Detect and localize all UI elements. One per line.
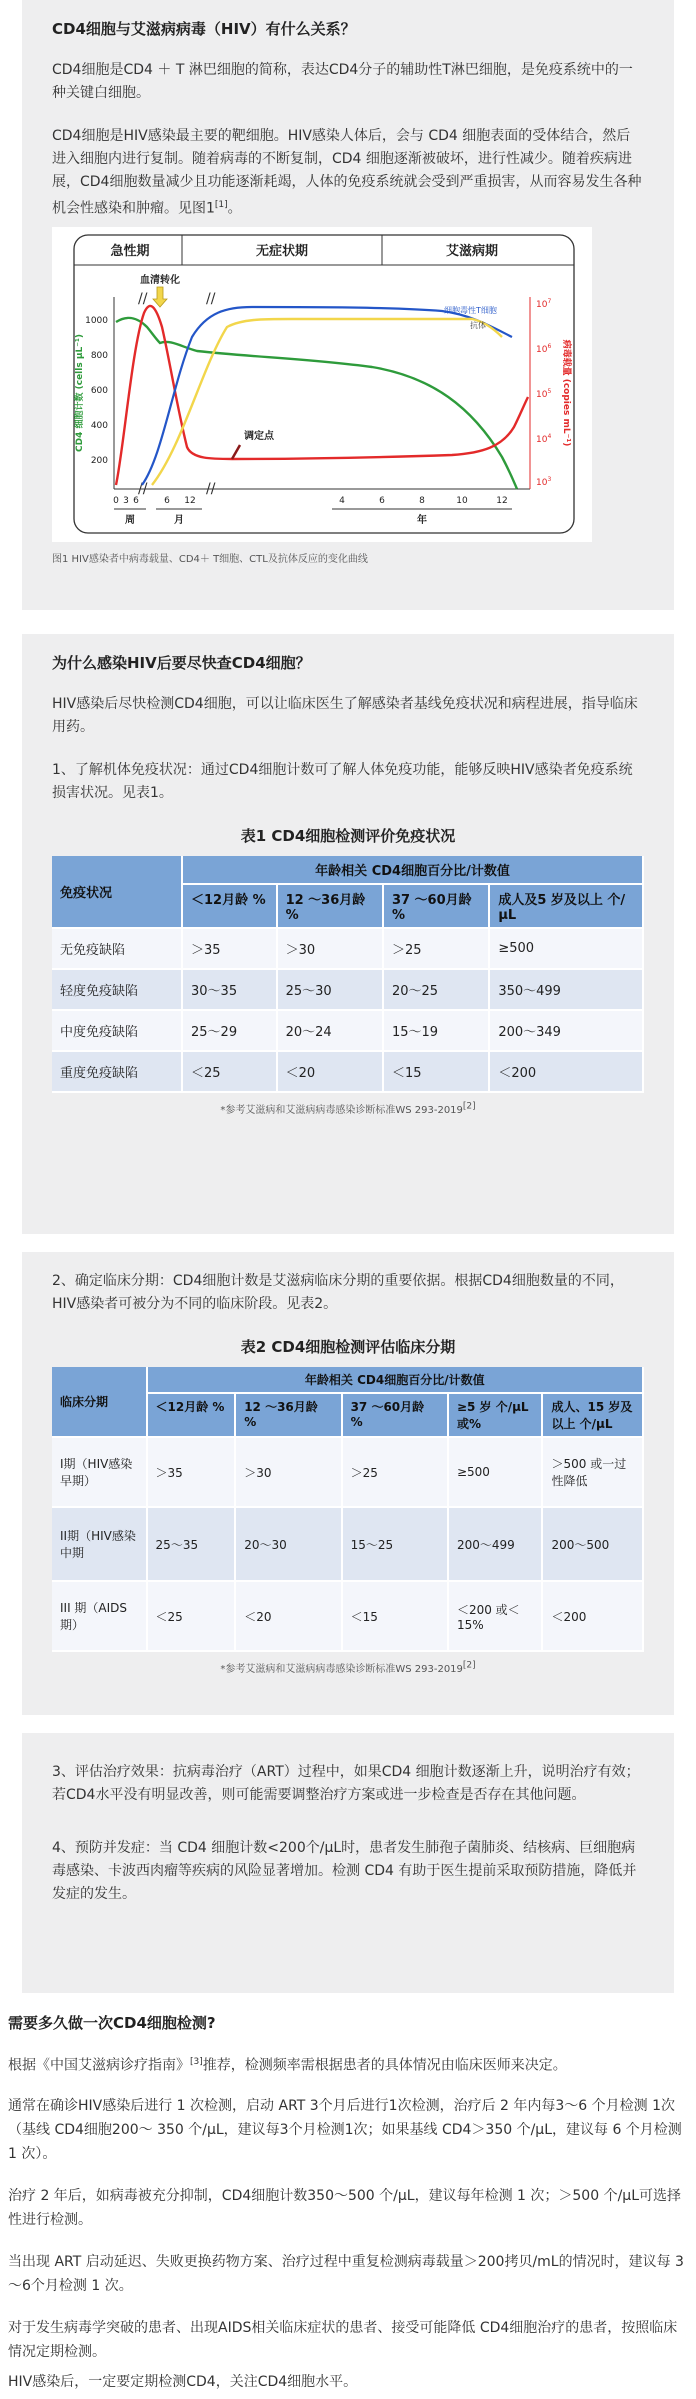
paragraph: 通常在确诊HIV感染后进行 1 次检测，启动 ART 3个月后进行1次检测，治疗后 2 年内每3～6 个月检测 1次（基线 CD4细胞200～ 350 个/μL，建议每3个月检测1次；如果基线 CD4＞350 个/μL，建议每 6 个月检测 1 次）。 (8, 2098, 682, 2162)
right-axis-label: 病毒载量 (copies mL⁻¹) (561, 339, 571, 447)
paragraph-end: 。 (227, 200, 242, 217)
left-tick-label: 400 (90, 420, 108, 431)
paragraph: 4、预防并发症：当 CD4 细胞计数<200个/μL时，患者发生肺孢子菌肺炎、结核病、巨细胞病毒感染、卡波西肉瘤等疾病的风险显著增加。检测 CD4 有助于医生提前采取预防措施，降低并发症的发生。 (52, 1840, 637, 1902)
table-header: 37 ～60月龄 % (342, 1393, 448, 1437)
right-tick-label: $10^7$ (536, 297, 552, 310)
table-note: *参考艾滋病和艾滋病病毒感染诊断标准WS 293-2019[2] (220, 1660, 476, 1675)
paragraph: 当出现 ART 启动延迟、失败更换药物方案、治疗过程中重复检测病毒载量＞200拷贝/mL的情况时，建议每 3～6个月检测 1 次。 (8, 2254, 684, 2294)
paragraph: HIV感染后尽快检测CD4细胞，可以让临床医生了解感染者基线免疫状况和病程进展，指导临床用药。 (52, 696, 638, 735)
x-tick-label: 10 (456, 495, 468, 506)
table-header: 免疫状况 (52, 856, 182, 928)
reference-link[interactable]: [3] (190, 2057, 203, 2067)
right-tick-label: $10^5$ (536, 387, 552, 400)
table-cell: 200～500 (542, 1507, 643, 1581)
x-tick-label: 6 (164, 495, 170, 506)
paragraph-wrap (8, 2250, 688, 2298)
table-cell: ＜25 (147, 1581, 236, 1651)
table-cell: ＜200 (542, 1581, 643, 1651)
x-tick-label: 12 (184, 495, 196, 506)
phase-aids-label: 艾滋病期 (445, 243, 499, 259)
paragraph: 3、评估治疗效果：抗病毒治疗（ART）过程中，如果CD4 细胞计数逐渐上升，说明治疗有效；若CD4水平没有明显改善，则可能需要调整治疗方案或进一步检查是否存在其他问题。 (52, 1764, 640, 1803)
table-clinical-stage (52, 1367, 644, 1652)
table-cell: 20～24 (277, 1010, 383, 1051)
axis-break: // (138, 480, 148, 497)
right-tick-label: $10^6$ (536, 342, 552, 355)
seroconversion-label: 血清转化 (140, 274, 180, 286)
table-cell: 350～499 (489, 969, 643, 1010)
table-cell: III 期（AIDS期） (52, 1581, 147, 1651)
table-cell: ＜20 (235, 1581, 341, 1651)
paragraph-wrap (8, 2050, 688, 2078)
hiv-course-chart (52, 227, 592, 542)
table-cell: 200～499 (448, 1507, 543, 1581)
x-unit-week: 周 (125, 514, 135, 526)
table-cell: ＞35 (147, 1437, 236, 1507)
x-tick-label: 0 (113, 495, 119, 506)
phase-acute-label: 急性期 (110, 243, 150, 259)
table-header: ＜12月龄 % (147, 1393, 236, 1437)
table-header: 成人、15 岁及以上 个/μL (542, 1393, 643, 1437)
setpoint-label: 调定点 (244, 430, 274, 442)
left-axis-label: CD4 细胞计数 (cells μL⁻¹) (75, 333, 85, 452)
table-cell: 25～35 (147, 1507, 236, 1581)
x-unit-year: 年 (417, 514, 427, 526)
left-tick-label: 800 (90, 350, 108, 361)
paragraph: 对于发生病毒学突破的患者、出现AIDS相关临床症状的患者、接受可能降低 CD4细胞治疗的患者，按照临床情况定期检测。 (8, 2320, 678, 2360)
section-clinical-stage (22, 1252, 674, 1715)
table-cell: ＜25 (182, 1051, 277, 1092)
table-group-header: 年龄相关 CD4细胞百分比/计数值 (147, 1367, 643, 1393)
table-cell: 轻度免疫缺陷 (52, 969, 182, 1010)
section-heading: 需要多久做一次CD4细胞检测? (8, 2014, 216, 2032)
table-cell: ≥500 (448, 1437, 543, 1507)
table-cell: ＞35 (182, 928, 277, 969)
table-cell: II期（HIV感染中期 (52, 1507, 147, 1581)
section-heading: 为什么感染HIV后要尽快查CD4细胞？ (52, 654, 311, 672)
x-tick-label: 6 (379, 495, 385, 506)
paragraph: 2、确定临床分期：CD4细胞计数是艾滋病临床分期的重要依据。根据CD4细胞数量的不同，HIV感染者可被分为不同的临床阶段。见表2。 (52, 1273, 624, 1312)
table-cell: ＜15 (342, 1581, 448, 1651)
x-tick-label: 12 (496, 495, 508, 506)
table-cell: 20～25 (383, 969, 489, 1010)
table-cell: ＞25 (342, 1437, 448, 1507)
paragraph: 根据《中国艾滋病诊疗指南》[3]推荐，检测频率需根据患者的具体情况由临床医师来决定。 (8, 2057, 567, 2074)
table-row (52, 1507, 643, 1581)
x-tick-label: 6 (133, 495, 139, 506)
table-group-header: 年龄相关 CD4细胞百分比/计数值 (182, 856, 643, 884)
x-tick-label: 3 (123, 495, 129, 506)
section-heading: CD4细胞与艾滋病病毒（HIV）有什么关系？ (52, 20, 356, 38)
table-cell: 25～29 (182, 1010, 277, 1051)
table-header: ＜12月龄 % (182, 884, 277, 928)
paragraph: 治疗 2 年后，如病毒被充分抑制，CD4细胞计数350～500 个/μL，建议每年检测 1 次；＞500 个/μL可选择性进行检测。 (8, 2188, 681, 2228)
reference-link[interactable]: [2] (462, 1101, 476, 1112)
paragraph (52, 125, 644, 221)
figure-caption: 图1 HIV感染者中病毒载量、CD4＋ T细胞、CTL及抗体反应的变化曲线 (52, 553, 368, 565)
reference-link[interactable]: [2] (462, 1660, 476, 1671)
axis-break: // (138, 290, 148, 307)
section5-heading-wrap (8, 2012, 688, 2033)
table-cell: ≥500 (489, 928, 643, 969)
table-cell: ＜200 或＜15% (448, 1581, 543, 1651)
table-row (52, 1051, 643, 1092)
table1-title: 表1 CD4细胞检测评价免疫状况 (240, 827, 456, 845)
table-cell: I期（HIV感染早期） (52, 1437, 147, 1507)
table-cell: ＜15 (383, 1051, 489, 1092)
table-header: 12 ～36月龄 % (277, 884, 383, 928)
x-unit-month: 月 (174, 514, 184, 526)
table-cell: 中度免疫缺陷 (52, 1010, 182, 1051)
section-cd4-hiv-relation (22, 0, 674, 610)
table-cell: ＜200 (489, 1051, 643, 1092)
table-header: 37 ～60月龄 % (383, 884, 489, 928)
table-cell: ＞25 (383, 928, 489, 969)
table-immune-status (52, 856, 644, 1093)
paragraph-text: CD4细胞是HIV感染最主要的靶细胞。HIV感染人体后，会与 CD4 细胞表面的受体结合，然后进入细胞内进行复制。随着病毒的不断复制，CD4 细胞逐渐被破坏，进行性减少。随着疾病进展，CD4细胞数量减少且功能逐渐耗竭，人体的免疫系统就会受到严重损害，从而容易发生各种机会性感染和肿瘤。见图1 (52, 128, 642, 217)
right-tick-label: $10^4$ (536, 432, 552, 445)
paragraph-wrap (8, 2316, 688, 2364)
axis-break: // (206, 480, 216, 497)
section-treatment-prevention (22, 1733, 674, 1993)
x-tick-label: 8 (419, 495, 425, 506)
table-cell: 无免疫缺陷 (52, 928, 182, 969)
left-tick-label: 600 (90, 385, 108, 396)
table-header: 成人及5 岁及以上 个/μL (489, 884, 643, 928)
legend-ctl: 细胞毒性T细胞 (444, 305, 497, 315)
table-row (52, 1437, 643, 1507)
table-cell: 重度免疫缺陷 (52, 1051, 182, 1092)
table-cell: 25～30 (277, 969, 383, 1010)
right-tick-label: $10^3$ (536, 475, 552, 488)
section-why-test-early (22, 634, 674, 1234)
paragraph-wrap (8, 2184, 688, 2232)
table-row (52, 1010, 643, 1051)
table-cell: 15～19 (383, 1010, 489, 1051)
figure-hiv-course (52, 227, 592, 542)
paragraph-wrap (8, 2370, 688, 2394)
table-row (52, 928, 643, 969)
x-tick-label: 4 (339, 495, 345, 506)
table2-title: 表2 CD4细胞检测评估临床分期 (240, 1338, 456, 1356)
phase-latent-label: 无症状期 (255, 243, 309, 259)
table-cell: ＞30 (235, 1437, 341, 1507)
table-cell: 30～35 (182, 969, 277, 1010)
paragraph: HIV感染后，一定要定期检测CD4，关注CD4细胞水平。 (8, 2374, 358, 2390)
table-note: *参考艾滋病和艾滋病病毒感染诊断标准WS 293-2019[2] (220, 1101, 476, 1116)
table-cell: 20～30 (235, 1507, 341, 1581)
table-cell: 200～349 (489, 1010, 643, 1051)
paragraph-wrap (8, 2094, 688, 2166)
table-header: ≥5 岁 个/μL或% (448, 1393, 543, 1437)
table-cell: ＞500 或一过性降低 (542, 1437, 643, 1507)
paragraph: 1、了解机体免疫状况：通过CD4细胞计数可了解人体免疫功能，能够反映HIV感染者免疫系统损害状况。见表1。 (52, 762, 633, 801)
table-cell: ＜20 (277, 1051, 383, 1092)
table-header: 临床分期 (52, 1367, 147, 1437)
reference-link[interactable]: [1] (214, 200, 228, 210)
table-row (52, 969, 643, 1010)
axis-break: // (206, 290, 216, 307)
table-cell: 15～25 (342, 1507, 448, 1581)
paragraph: CD4细胞是CD4 ＋ T 淋巴细胞的简称，表达CD4分子的辅助性T淋巴细胞，是免疫系统中的一种关键白细胞。 (52, 62, 633, 101)
left-tick-label: 1000 (85, 315, 108, 326)
table-row (52, 1581, 643, 1651)
table-header: 12 ～36月龄 % (235, 1393, 341, 1437)
left-tick-label: 200 (90, 455, 108, 466)
legend-antibody: 抗体 (470, 320, 486, 330)
table-cell: ＞30 (277, 928, 383, 969)
